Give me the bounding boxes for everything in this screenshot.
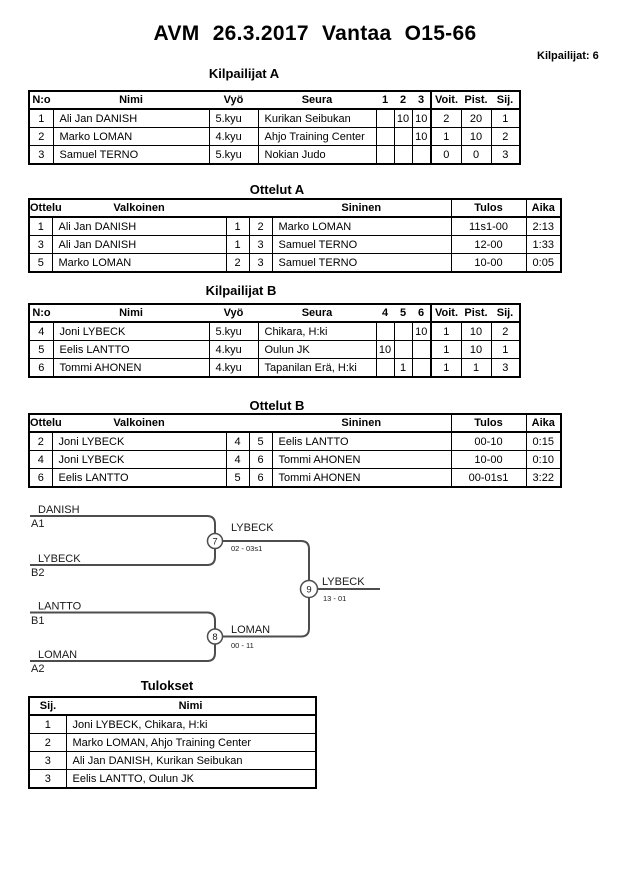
cell: Marko LOMAN (52, 254, 226, 273)
cell: 11s1-00 (451, 217, 526, 236)
cell: Chikara, H:ki (258, 322, 376, 341)
cell: Tommi AHONEN (53, 359, 209, 378)
cell: Eelis LANTTO, Oulun JK (66, 770, 316, 789)
cell: 3 (29, 770, 66, 789)
col-header: Ottelu (29, 199, 52, 217)
cell: 2 (29, 432, 52, 451)
table-row (29, 254, 561, 273)
cell (376, 128, 394, 146)
cell: Eelis LANTTO (272, 432, 451, 451)
header-row (29, 304, 520, 322)
cell: 1 (29, 715, 66, 734)
cell: Tapanilan Erä, H:ki (258, 359, 376, 378)
bracket-line (30, 613, 215, 630)
cell: 4.kyu (209, 128, 258, 146)
cell: Marko LOMAN (53, 128, 209, 146)
cell: 2 (226, 254, 249, 273)
cell: Kurikan Seibukan (258, 109, 376, 128)
entrant-name: DANISH (38, 504, 80, 516)
cell: 0 (461, 146, 491, 165)
col-header (226, 414, 249, 432)
col-header: Pist. (461, 304, 491, 322)
cell: 1:33 (526, 236, 561, 254)
section-heading-ottelut-a: Ottelut A (249, 182, 305, 197)
section-heading-kilpailijat-a: Kilpailijat A (208, 66, 280, 81)
cell: 2 (491, 322, 520, 341)
cell: 4 (29, 322, 53, 341)
cell: 1 (29, 217, 52, 236)
section-heading-ottelut-b: Ottelut B (249, 398, 305, 413)
cell: 5.kyu (209, 322, 258, 341)
col-header: 6 (412, 304, 431, 322)
bracket-line (30, 516, 215, 534)
match-score: 13 - 01 (323, 594, 347, 603)
cell (394, 146, 412, 165)
col-header: Vyö (209, 91, 258, 109)
header-row (29, 91, 520, 109)
cell: 0:10 (526, 451, 561, 469)
entrant-name: LANTTO (38, 600, 82, 613)
cell: 10-00 (451, 451, 526, 469)
cell: Joni LYBECK, Chikara, H:ki (66, 715, 316, 734)
cell: Marko LOMAN (272, 217, 451, 236)
match-number: 7 (212, 536, 218, 548)
match-number: 8 (212, 632, 218, 643)
cell: 1 (226, 217, 249, 236)
cell: 6 (29, 359, 53, 378)
col-header: Aika (526, 414, 561, 432)
entrant-seed: B2 (31, 567, 45, 579)
cell: 10 (412, 109, 431, 128)
cell: 6 (249, 451, 272, 469)
cell: 10 (461, 322, 491, 341)
cell: 3 (249, 236, 272, 254)
cell: Joni LYBECK (53, 322, 209, 341)
cell: 4 (226, 432, 249, 451)
cell: 6 (29, 469, 52, 488)
col-header: Sij. (491, 304, 520, 322)
match-number: 9 (306, 584, 312, 596)
match-winner: LOMAN (231, 624, 271, 636)
col-header: 4 (376, 304, 394, 322)
col-header: Tulos (451, 199, 526, 217)
table-row (29, 715, 316, 734)
cell (376, 146, 394, 165)
col-header: Pist. (461, 91, 491, 109)
match-winner: LYBECK (322, 576, 365, 588)
table-row (29, 146, 520, 165)
col-header: Seura (258, 304, 376, 322)
entrant-seed: A1 (31, 518, 45, 530)
col-header: N:o (29, 91, 53, 109)
cell: Ali Jan DANISH (53, 109, 209, 128)
cell: 3 (29, 146, 53, 165)
col-header: 3 (412, 91, 431, 109)
col-header: Sij. (29, 697, 66, 715)
cell: 10 (461, 128, 491, 146)
cell: 12-00 (451, 236, 526, 254)
col-header: 1 (376, 91, 394, 109)
cell (376, 322, 394, 341)
section-heading-kilpailijat-b: Kilpailijat B (205, 283, 277, 298)
col-header: Ottelu (29, 414, 52, 432)
cell: Joni LYBECK (52, 432, 226, 451)
cell: 5 (29, 254, 52, 273)
cell: 2 (249, 217, 272, 236)
col-header: Sininen (272, 414, 451, 432)
cell: 0 (431, 146, 461, 165)
col-header: Nimi (66, 697, 316, 715)
cell (376, 109, 394, 128)
cell: 10-00 (451, 254, 526, 273)
table-row (29, 359, 520, 378)
cell (412, 341, 431, 359)
cell: Ahjo Training Center (258, 128, 376, 146)
cell: 1 (431, 322, 461, 341)
cell (412, 146, 431, 165)
table-row (29, 734, 316, 752)
col-header: Tulos (451, 414, 526, 432)
cell: Ali Jan DANISH (52, 217, 226, 236)
cell: 2 (431, 109, 461, 128)
cell: Samuel TERNO (272, 254, 451, 273)
entrant-seed: B1 (31, 615, 45, 627)
cell: Tommi AHONEN (272, 451, 451, 469)
ottelut-b-table (28, 413, 562, 488)
col-header (249, 414, 272, 432)
col-header: Voit. (431, 304, 461, 322)
entrant-seed: A2 (31, 663, 45, 675)
match-winner: LYBECK (231, 522, 274, 534)
cell: Ali Jan DANISH, Kurikan Seibukan (66, 752, 316, 770)
cell: Ali Jan DANISH (52, 236, 226, 254)
table-row (29, 432, 561, 451)
cell (412, 359, 431, 378)
cell: 10 (376, 341, 394, 359)
cell: 5 (29, 341, 53, 359)
cell: 1 (394, 359, 412, 378)
table-row (29, 770, 316, 789)
cell: Marko LOMAN, Ahjo Training Center (66, 734, 316, 752)
cell: 3 (491, 146, 520, 165)
col-header: 5 (394, 304, 412, 322)
cell: Oulun JK (258, 341, 376, 359)
cell: 2 (29, 734, 66, 752)
cell: 3 (29, 236, 52, 254)
cell: 4.kyu (209, 341, 258, 359)
cell: Tommi AHONEN (272, 469, 451, 488)
table-row (29, 109, 520, 128)
cell (394, 128, 412, 146)
cell: 1 (29, 109, 53, 128)
cell: 10 (461, 341, 491, 359)
table-row (29, 217, 561, 236)
table-row (29, 128, 520, 146)
cell: 4.kyu (209, 359, 258, 378)
header-row (29, 697, 316, 715)
cell: 4 (29, 451, 52, 469)
col-header: Valkoinen (52, 414, 226, 432)
cell: Eelis LANTTO (52, 469, 226, 488)
cell: 5.kyu (209, 109, 258, 128)
header-row (29, 199, 561, 217)
cell (394, 341, 412, 359)
cell: 5.kyu (209, 146, 258, 165)
ottelut-a-table (28, 198, 562, 273)
cell: 00-10 (451, 432, 526, 451)
col-header: Nimi (53, 304, 209, 322)
col-header: Sininen (272, 199, 451, 217)
cell: 3 (249, 254, 272, 273)
kilpailijat-a-table (28, 90, 521, 165)
col-header: Voit. (431, 91, 461, 109)
cell: Samuel TERNO (53, 146, 209, 165)
col-header (249, 199, 272, 217)
col-header: Aika (526, 199, 561, 217)
cell: 10 (412, 128, 431, 146)
col-header: Valkoinen (52, 199, 226, 217)
header-row (29, 414, 561, 432)
cell: 5 (249, 432, 272, 451)
col-header: Vyö (209, 304, 258, 322)
cell: 1 (226, 236, 249, 254)
tulokset-table (28, 696, 317, 789)
cell: 1 (461, 359, 491, 378)
cell: 10 (394, 109, 412, 128)
match-score: 00 - 11 (231, 641, 254, 650)
cell: 1 (491, 109, 520, 128)
cell: 20 (461, 109, 491, 128)
kilpailijat-b-table (28, 303, 521, 378)
entrant-name: LOMAN (38, 649, 78, 661)
cell: Eelis LANTTO (53, 341, 209, 359)
col-header: Nimi (53, 91, 209, 109)
cell: Joni LYBECK (52, 451, 226, 469)
cell: 1 (491, 341, 520, 359)
cell: 2 (491, 128, 520, 146)
cell: 6 (249, 469, 272, 488)
page-title: AVM 26.3.2017 Vantaa O15-66 (153, 22, 477, 45)
table-row (29, 469, 561, 488)
competitor-count: Kilpailijat: 6 (537, 50, 599, 62)
cell: 4 (226, 451, 249, 469)
table-row (29, 236, 561, 254)
medal-bracket (0, 495, 630, 695)
col-header (226, 199, 249, 217)
cell: 3 (491, 359, 520, 378)
cell: 5 (226, 469, 249, 488)
cell: 3 (29, 752, 66, 770)
cell: 10 (412, 322, 431, 341)
cell (376, 359, 394, 378)
table-row (29, 451, 561, 469)
cell: Samuel TERNO (272, 236, 451, 254)
col-header: Sij. (491, 91, 520, 109)
col-header: 2 (394, 91, 412, 109)
col-header: Seura (258, 91, 376, 109)
cell: 00-01s1 (451, 469, 526, 488)
table-row (29, 341, 520, 359)
cell: 1 (431, 359, 461, 378)
entrant-name: LYBECK (38, 553, 81, 565)
section-heading-tulokset: Tulokset (140, 678, 194, 693)
cell: 2:13 (526, 217, 561, 236)
cell: 3:22 (526, 469, 561, 488)
cell: 0:05 (526, 254, 561, 273)
cell: 1 (431, 128, 461, 146)
cell: 0:15 (526, 432, 561, 451)
col-header: N:o (29, 304, 53, 322)
table-row (29, 752, 316, 770)
cell: Nokian Judo (258, 146, 376, 165)
match-score: 02 - 03s1 (231, 544, 263, 553)
table-row (29, 322, 520, 341)
cell: 1 (431, 341, 461, 359)
cell (394, 322, 412, 341)
cell: 2 (29, 128, 53, 146)
